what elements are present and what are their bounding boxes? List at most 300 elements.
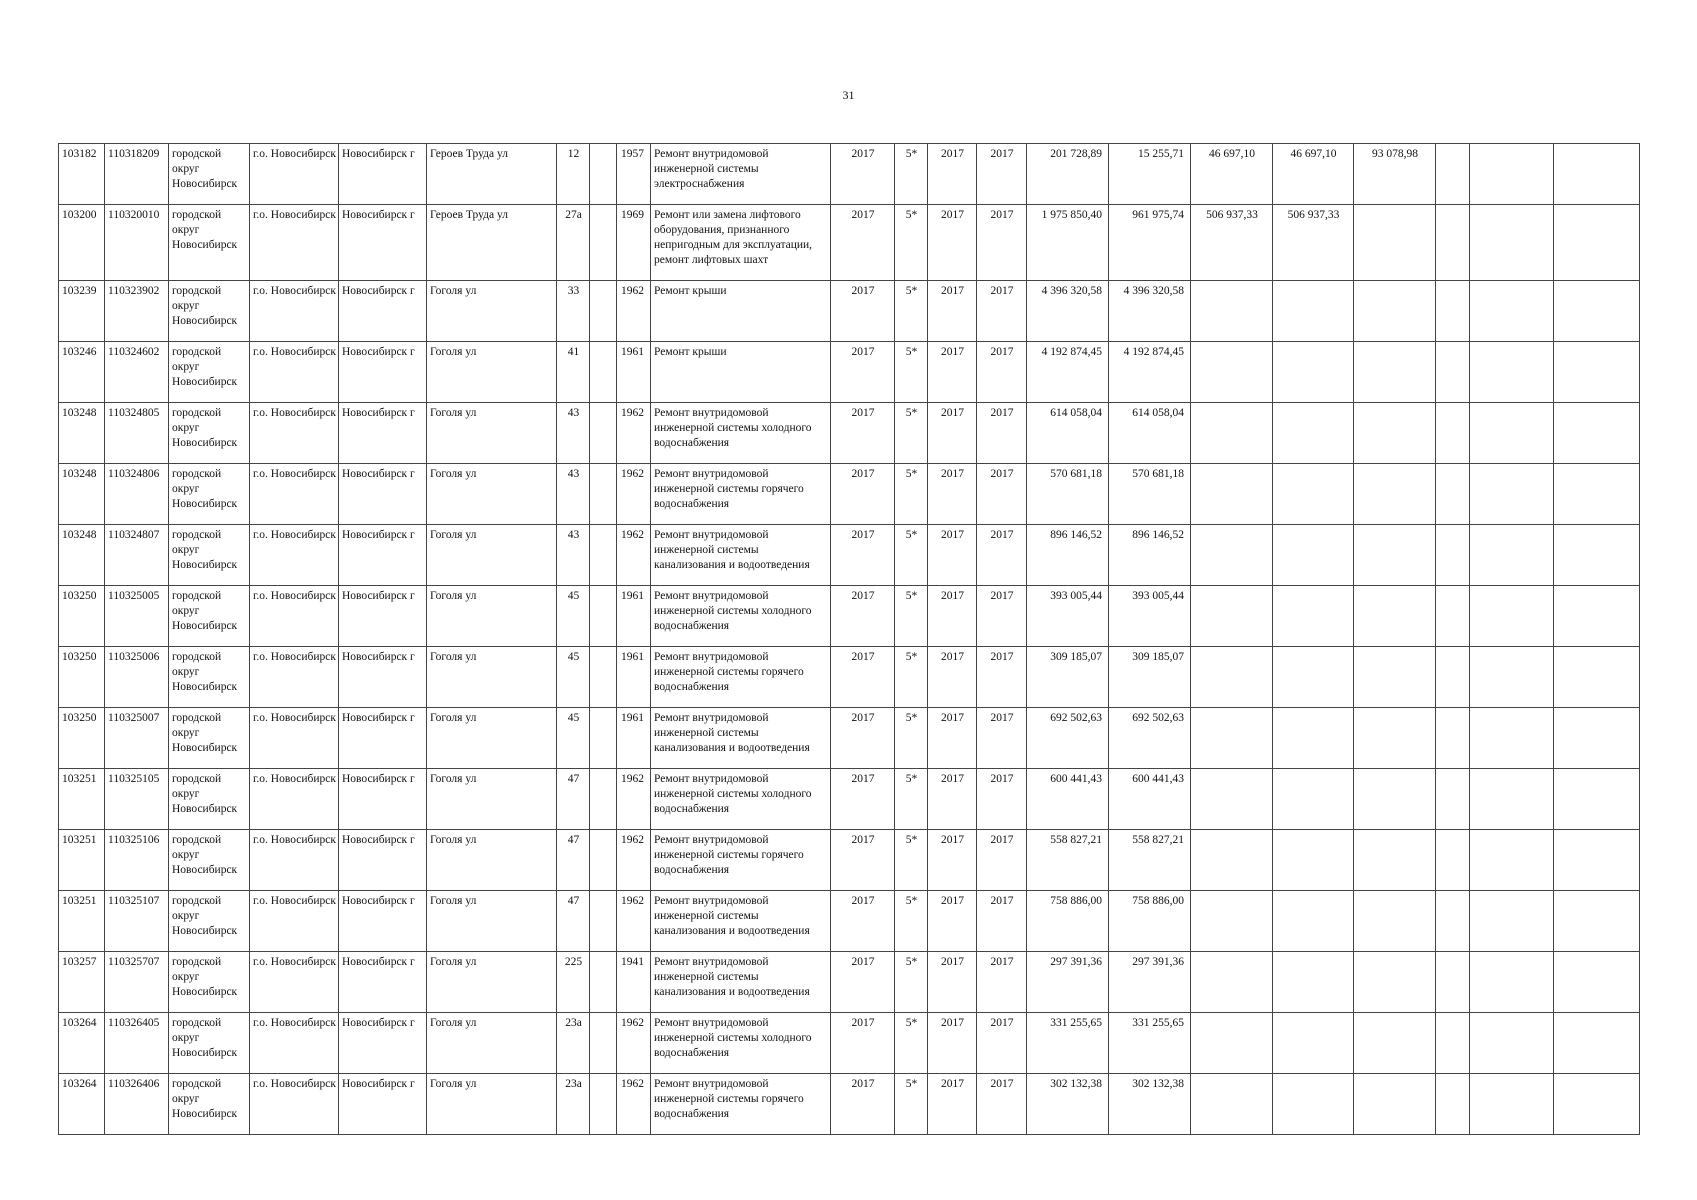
cost-budget-1-cell <box>1191 830 1273 891</box>
total-cost-cell: 393 005,44 <box>1027 586 1109 647</box>
cost-fund-cell: 309 185,07 <box>1109 647 1191 708</box>
municipality-cell: городской округ Новосибирск <box>169 1013 250 1074</box>
total-cost-cell: 4 396 320,58 <box>1027 281 1109 342</box>
work-id-cell: 110326405 <box>105 1013 169 1074</box>
extra-3-cell <box>1554 144 1640 205</box>
house-id-cell: 103239 <box>59 281 105 342</box>
cost-owners-cell <box>1354 1074 1436 1135</box>
start-year-cell: 2017 <box>928 281 977 342</box>
extra-3-cell <box>1554 403 1640 464</box>
extra-1-cell <box>1436 342 1470 403</box>
plan-year-cell: 2017 <box>831 708 895 769</box>
municipal-district-cell: г.о. Новосибирск <box>250 769 339 830</box>
cost-budget-1-cell <box>1191 525 1273 586</box>
cost-fund-cell: 4 396 320,58 <box>1109 281 1191 342</box>
extra-2-cell <box>1470 891 1554 952</box>
extra-3-cell <box>1554 769 1640 830</box>
end-year-cell: 2017 <box>977 144 1027 205</box>
municipal-district-cell: г.о. Новосибирск <box>250 952 339 1013</box>
cost-owners-cell <box>1354 708 1436 769</box>
category-cell: 5* <box>895 647 928 708</box>
extra-3-cell <box>1554 281 1640 342</box>
start-year-cell: 2017 <box>928 144 977 205</box>
work-id-cell: 110325006 <box>105 647 169 708</box>
cost-fund-cell: 297 391,36 <box>1109 952 1191 1013</box>
year-built-cell: 1962 <box>617 769 651 830</box>
start-year-cell: 2017 <box>928 952 977 1013</box>
cost-budget-1-cell <box>1191 1013 1273 1074</box>
city-cell: Новосибирск г <box>339 830 427 891</box>
building-cell <box>590 830 617 891</box>
building-cell <box>590 144 617 205</box>
cost-budget-2-cell <box>1273 464 1354 525</box>
cost-owners-cell <box>1354 952 1436 1013</box>
start-year-cell: 2017 <box>928 586 977 647</box>
cost-fund-cell: 614 058,04 <box>1109 403 1191 464</box>
cost-fund-cell: 758 886,00 <box>1109 891 1191 952</box>
extra-1-cell <box>1436 403 1470 464</box>
cost-fund-cell: 570 681,18 <box>1109 464 1191 525</box>
house-number-cell: 47 <box>557 830 590 891</box>
table-row <box>59 464 1640 525</box>
plan-year-cell: 2017 <box>831 586 895 647</box>
year-built-cell: 1961 <box>617 586 651 647</box>
work-id-cell: 110325005 <box>105 586 169 647</box>
house-number-cell: 47 <box>557 769 590 830</box>
city-cell: Новосибирск г <box>339 464 427 525</box>
street-cell: Гоголя ул <box>427 647 557 708</box>
cost-budget-1-cell <box>1191 342 1273 403</box>
plan-year-cell: 2017 <box>831 403 895 464</box>
extra-1-cell <box>1436 464 1470 525</box>
cost-budget-2-cell <box>1273 708 1354 769</box>
municipal-district-cell: г.о. Новосибирск <box>250 891 339 952</box>
extra-1-cell <box>1436 830 1470 891</box>
year-built-cell: 1962 <box>617 403 651 464</box>
plan-year-cell: 2017 <box>831 281 895 342</box>
total-cost-cell: 297 391,36 <box>1027 952 1109 1013</box>
extra-2-cell <box>1470 586 1554 647</box>
cost-budget-2-cell: 506 937,33 <box>1273 205 1354 281</box>
year-built-cell: 1961 <box>617 647 651 708</box>
extra-2-cell <box>1470 1074 1554 1135</box>
work-type-cell: Ремонт или замена лифтового оборудования, признанного непригодным для эксплуатации, ремонт лифтовых шахт <box>651 205 831 281</box>
extra-3-cell <box>1554 205 1640 281</box>
cost-budget-2-cell <box>1273 647 1354 708</box>
extra-2-cell <box>1470 830 1554 891</box>
city-cell: Новосибирск г <box>339 525 427 586</box>
table-row <box>59 830 1640 891</box>
cost-budget-1-cell <box>1191 586 1273 647</box>
extra-1-cell <box>1436 708 1470 769</box>
municipal-district-cell: г.о. Новосибирск <box>250 464 339 525</box>
cost-budget-2-cell <box>1273 281 1354 342</box>
municipal-district-cell: г.о. Новосибирск <box>250 647 339 708</box>
extra-3-cell <box>1554 952 1640 1013</box>
cost-budget-2-cell <box>1273 1013 1354 1074</box>
extra-3-cell <box>1554 708 1640 769</box>
table-body <box>59 144 1640 1135</box>
end-year-cell: 2017 <box>977 708 1027 769</box>
house-number-cell: 12 <box>557 144 590 205</box>
category-cell: 5* <box>895 586 928 647</box>
street-cell: Гоголя ул <box>427 891 557 952</box>
street-cell: Гоголя ул <box>427 586 557 647</box>
category-cell: 5* <box>895 1074 928 1135</box>
municipal-district-cell: г.о. Новосибирск <box>250 1013 339 1074</box>
plan-year-cell: 2017 <box>831 464 895 525</box>
street-cell: Гоголя ул <box>427 830 557 891</box>
street-cell: Гоголя ул <box>427 769 557 830</box>
cost-fund-cell: 961 975,74 <box>1109 205 1191 281</box>
total-cost-cell: 692 502,63 <box>1027 708 1109 769</box>
building-cell <box>590 586 617 647</box>
cost-owners-cell <box>1354 525 1436 586</box>
house-id-cell: 103257 <box>59 952 105 1013</box>
cost-budget-1-cell <box>1191 769 1273 830</box>
work-type-cell: Ремонт внутридомовой инженерной системы горячего водоснабжения <box>651 830 831 891</box>
work-type-cell: Ремонт внутридомовой инженерной системы холодного водоснабжения <box>651 1013 831 1074</box>
work-type-cell: Ремонт внутридомовой инженерной системы канализования и водоотведения <box>651 891 831 952</box>
city-cell: Новосибирск г <box>339 769 427 830</box>
start-year-cell: 2017 <box>928 769 977 830</box>
year-built-cell: 1941 <box>617 952 651 1013</box>
extra-2-cell <box>1470 281 1554 342</box>
municipal-district-cell: г.о. Новосибирск <box>250 830 339 891</box>
total-cost-cell: 309 185,07 <box>1027 647 1109 708</box>
plan-year-cell: 2017 <box>831 769 895 830</box>
table-row <box>59 281 1640 342</box>
category-cell: 5* <box>895 205 928 281</box>
end-year-cell: 2017 <box>977 891 1027 952</box>
cost-fund-cell: 331 255,65 <box>1109 1013 1191 1074</box>
cost-budget-2-cell <box>1273 342 1354 403</box>
extra-2-cell <box>1470 708 1554 769</box>
extra-2-cell <box>1470 952 1554 1013</box>
house-id-cell: 103246 <box>59 342 105 403</box>
house-number-cell: 45 <box>557 708 590 769</box>
house-id-cell: 103250 <box>59 708 105 769</box>
work-type-cell: Ремонт внутридомовой инженерной системы горячего водоснабжения <box>651 464 831 525</box>
municipal-district-cell: г.о. Новосибирск <box>250 708 339 769</box>
year-built-cell: 1962 <box>617 464 651 525</box>
cost-owners-cell <box>1354 342 1436 403</box>
work-type-cell: Ремонт внутридомовой инженерной системы электроснабжения <box>651 144 831 205</box>
year-built-cell: 1961 <box>617 342 651 403</box>
municipal-district-cell: г.о. Новосибирск <box>250 525 339 586</box>
category-cell: 5* <box>895 464 928 525</box>
end-year-cell: 2017 <box>977 205 1027 281</box>
work-id-cell: 110326406 <box>105 1074 169 1135</box>
plan-year-cell: 2017 <box>831 647 895 708</box>
cost-owners-cell <box>1354 647 1436 708</box>
municipality-cell: городской округ Новосибирск <box>169 769 250 830</box>
extra-3-cell <box>1554 647 1640 708</box>
extra-1-cell <box>1436 281 1470 342</box>
extra-2-cell <box>1470 205 1554 281</box>
street-cell: Гоголя ул <box>427 403 557 464</box>
extra-3-cell <box>1554 464 1640 525</box>
total-cost-cell: 758 886,00 <box>1027 891 1109 952</box>
building-cell <box>590 342 617 403</box>
total-cost-cell: 570 681,18 <box>1027 464 1109 525</box>
cost-budget-1-cell <box>1191 403 1273 464</box>
house-id-cell: 103251 <box>59 769 105 830</box>
house-number-cell: 45 <box>557 586 590 647</box>
city-cell: Новосибирск г <box>339 403 427 464</box>
cost-budget-1-cell <box>1191 891 1273 952</box>
total-cost-cell: 558 827,21 <box>1027 830 1109 891</box>
end-year-cell: 2017 <box>977 586 1027 647</box>
cost-budget-2-cell <box>1273 769 1354 830</box>
cost-owners-cell <box>1354 769 1436 830</box>
work-id-cell: 110324602 <box>105 342 169 403</box>
extra-1-cell <box>1436 1074 1470 1135</box>
work-id-cell: 110325107 <box>105 891 169 952</box>
building-cell <box>590 891 617 952</box>
cost-owners-cell <box>1354 586 1436 647</box>
extra-2-cell <box>1470 144 1554 205</box>
work-id-cell: 110324805 <box>105 403 169 464</box>
house-number-cell: 23а <box>557 1074 590 1135</box>
end-year-cell: 2017 <box>977 281 1027 342</box>
street-cell: Гоголя ул <box>427 342 557 403</box>
extra-2-cell <box>1470 647 1554 708</box>
year-built-cell: 1962 <box>617 525 651 586</box>
category-cell: 5* <box>895 891 928 952</box>
building-cell <box>590 281 617 342</box>
category-cell: 5* <box>895 708 928 769</box>
municipality-cell: городской округ Новосибирск <box>169 830 250 891</box>
year-built-cell: 1962 <box>617 281 651 342</box>
city-cell: Новосибирск г <box>339 586 427 647</box>
extra-2-cell <box>1470 403 1554 464</box>
work-type-cell: Ремонт внутридомовой инженерной системы холодного водоснабжения <box>651 586 831 647</box>
category-cell: 5* <box>895 342 928 403</box>
work-id-cell: 110325007 <box>105 708 169 769</box>
municipality-cell: городской округ Новосибирск <box>169 464 250 525</box>
cost-owners-cell: 93 078,98 <box>1354 144 1436 205</box>
start-year-cell: 2017 <box>928 830 977 891</box>
municipal-district-cell: г.о. Новосибирск <box>250 1074 339 1135</box>
table-row <box>59 952 1640 1013</box>
table-row <box>59 647 1640 708</box>
work-id-cell: 110320010 <box>105 205 169 281</box>
total-cost-cell: 1 975 850,40 <box>1027 205 1109 281</box>
cost-budget-1-cell <box>1191 708 1273 769</box>
city-cell: Новосибирск г <box>339 205 427 281</box>
category-cell: 5* <box>895 1013 928 1074</box>
extra-2-cell <box>1470 1013 1554 1074</box>
building-cell <box>590 647 617 708</box>
building-cell <box>590 525 617 586</box>
end-year-cell: 2017 <box>977 769 1027 830</box>
city-cell: Новосибирск г <box>339 144 427 205</box>
extra-1-cell <box>1436 1013 1470 1074</box>
cost-budget-2-cell <box>1273 952 1354 1013</box>
building-cell <box>590 403 617 464</box>
end-year-cell: 2017 <box>977 952 1027 1013</box>
work-type-cell: Ремонт внутридомовой инженерной системы холодного водоснабжения <box>651 769 831 830</box>
cost-budget-2-cell <box>1273 403 1354 464</box>
work-type-cell: Ремонт внутридомовой инженерной системы канализования и водоотведения <box>651 952 831 1013</box>
category-cell: 5* <box>895 769 928 830</box>
cost-budget-1-cell <box>1191 464 1273 525</box>
house-id-cell: 103251 <box>59 830 105 891</box>
extra-1-cell <box>1436 952 1470 1013</box>
cost-budget-1-cell <box>1191 952 1273 1013</box>
house-id-cell: 103248 <box>59 403 105 464</box>
building-cell <box>590 1074 617 1135</box>
start-year-cell: 2017 <box>928 1074 977 1135</box>
municipal-district-cell: г.о. Новосибирск <box>250 205 339 281</box>
cost-budget-1-cell <box>1191 281 1273 342</box>
extra-3-cell <box>1554 830 1640 891</box>
cost-budget-1-cell: 46 697,10 <box>1191 144 1273 205</box>
municipality-cell: городской округ Новосибирск <box>169 891 250 952</box>
start-year-cell: 2017 <box>928 403 977 464</box>
extra-1-cell <box>1436 205 1470 281</box>
street-cell: Гоголя ул <box>427 281 557 342</box>
total-cost-cell: 4 192 874,45 <box>1027 342 1109 403</box>
house-number-cell: 225 <box>557 952 590 1013</box>
work-type-cell: Ремонт внутридомовой инженерной системы горячего водоснабжения <box>651 647 831 708</box>
cost-budget-1-cell: 506 937,33 <box>1191 205 1273 281</box>
house-number-cell: 27а <box>557 205 590 281</box>
year-built-cell: 1962 <box>617 830 651 891</box>
total-cost-cell: 896 146,52 <box>1027 525 1109 586</box>
total-cost-cell: 331 255,65 <box>1027 1013 1109 1074</box>
cost-owners-cell <box>1354 1013 1436 1074</box>
table-row <box>59 525 1640 586</box>
cost-budget-1-cell <box>1191 1074 1273 1135</box>
city-cell: Новосибирск г <box>339 952 427 1013</box>
cost-budget-2-cell <box>1273 830 1354 891</box>
house-number-cell: 47 <box>557 891 590 952</box>
plan-year-cell: 2017 <box>831 205 895 281</box>
plan-year-cell: 2017 <box>831 1074 895 1135</box>
extra-3-cell <box>1554 342 1640 403</box>
year-built-cell: 1969 <box>617 205 651 281</box>
city-cell: Новосибирск г <box>339 281 427 342</box>
start-year-cell: 2017 <box>928 891 977 952</box>
start-year-cell: 2017 <box>928 205 977 281</box>
municipality-cell: городской округ Новосибирск <box>169 1074 250 1135</box>
table-row <box>59 342 1640 403</box>
cost-fund-cell: 896 146,52 <box>1109 525 1191 586</box>
house-id-cell: 103248 <box>59 525 105 586</box>
total-cost-cell: 201 728,89 <box>1027 144 1109 205</box>
table-row <box>59 769 1640 830</box>
municipality-cell: городской округ Новосибирск <box>169 342 250 403</box>
house-id-cell: 103250 <box>59 586 105 647</box>
start-year-cell: 2017 <box>928 1013 977 1074</box>
street-cell: Гоголя ул <box>427 1013 557 1074</box>
plan-year-cell: 2017 <box>831 952 895 1013</box>
cost-budget-2-cell <box>1273 525 1354 586</box>
house-id-cell: 103251 <box>59 891 105 952</box>
city-cell: Новосибирск г <box>339 1074 427 1135</box>
plan-year-cell: 2017 <box>831 525 895 586</box>
house-id-cell: 103264 <box>59 1013 105 1074</box>
start-year-cell: 2017 <box>928 708 977 769</box>
cost-fund-cell: 302 132,38 <box>1109 1074 1191 1135</box>
building-cell <box>590 1013 617 1074</box>
work-id-cell: 110324807 <box>105 525 169 586</box>
start-year-cell: 2017 <box>928 647 977 708</box>
category-cell: 5* <box>895 281 928 342</box>
street-cell: Гоголя ул <box>427 952 557 1013</box>
building-cell <box>590 708 617 769</box>
plan-year-cell: 2017 <box>831 342 895 403</box>
municipality-cell: городской округ Новосибирск <box>169 144 250 205</box>
house-number-cell: 45 <box>557 647 590 708</box>
street-cell: Гоголя ул <box>427 708 557 769</box>
page-number: 31 <box>842 88 855 102</box>
repair-register-table <box>58 143 1640 1135</box>
municipal-district-cell: г.о. Новосибирск <box>250 342 339 403</box>
extra-2-cell <box>1470 769 1554 830</box>
category-cell: 5* <box>895 830 928 891</box>
extra-3-cell <box>1554 891 1640 952</box>
house-number-cell: 43 <box>557 403 590 464</box>
table-row <box>59 144 1640 205</box>
extra-1-cell <box>1436 144 1470 205</box>
municipality-cell: городской округ Новосибирск <box>169 281 250 342</box>
work-id-cell: 110325707 <box>105 952 169 1013</box>
work-type-cell: Ремонт крыши <box>651 342 831 403</box>
building-cell <box>590 205 617 281</box>
municipality-cell: городской округ Новосибирск <box>169 205 250 281</box>
house-number-cell: 43 <box>557 464 590 525</box>
start-year-cell: 2017 <box>928 464 977 525</box>
work-type-cell: Ремонт внутридомовой инженерной системы канализования и водоотведения <box>651 525 831 586</box>
extra-2-cell <box>1470 464 1554 525</box>
extra-1-cell <box>1436 525 1470 586</box>
street-cell: Героев Труда ул <box>427 144 557 205</box>
end-year-cell: 2017 <box>977 1074 1027 1135</box>
category-cell: 5* <box>895 144 928 205</box>
extra-1-cell <box>1436 769 1470 830</box>
cost-budget-2-cell <box>1273 1074 1354 1135</box>
street-cell: Гоголя ул <box>427 525 557 586</box>
work-id-cell: 110324806 <box>105 464 169 525</box>
street-cell: Гоголя ул <box>427 464 557 525</box>
table-row <box>59 891 1640 952</box>
municipality-cell: городской округ Новосибирск <box>169 525 250 586</box>
municipality-cell: городской округ Новосибирск <box>169 708 250 769</box>
cost-owners-cell <box>1354 205 1436 281</box>
work-type-cell: Ремонт внутридомовой инженерной системы холодного водоснабжения <box>651 403 831 464</box>
start-year-cell: 2017 <box>928 342 977 403</box>
cost-fund-cell: 393 005,44 <box>1109 586 1191 647</box>
city-cell: Новосибирск г <box>339 708 427 769</box>
work-type-cell: Ремонт крыши <box>651 281 831 342</box>
municipal-district-cell: г.о. Новосибирск <box>250 586 339 647</box>
city-cell: Новосибирск г <box>339 342 427 403</box>
extra-1-cell <box>1436 647 1470 708</box>
end-year-cell: 2017 <box>977 647 1027 708</box>
table-row <box>59 708 1640 769</box>
municipality-cell: городской округ Новосибирск <box>169 586 250 647</box>
cost-budget-2-cell: 46 697,10 <box>1273 144 1354 205</box>
house-id-cell: 103200 <box>59 205 105 281</box>
start-year-cell: 2017 <box>928 525 977 586</box>
cost-fund-cell: 15 255,71 <box>1109 144 1191 205</box>
municipal-district-cell: г.о. Новосибирск <box>250 403 339 464</box>
extra-3-cell <box>1554 1074 1640 1135</box>
cost-owners-cell <box>1354 403 1436 464</box>
